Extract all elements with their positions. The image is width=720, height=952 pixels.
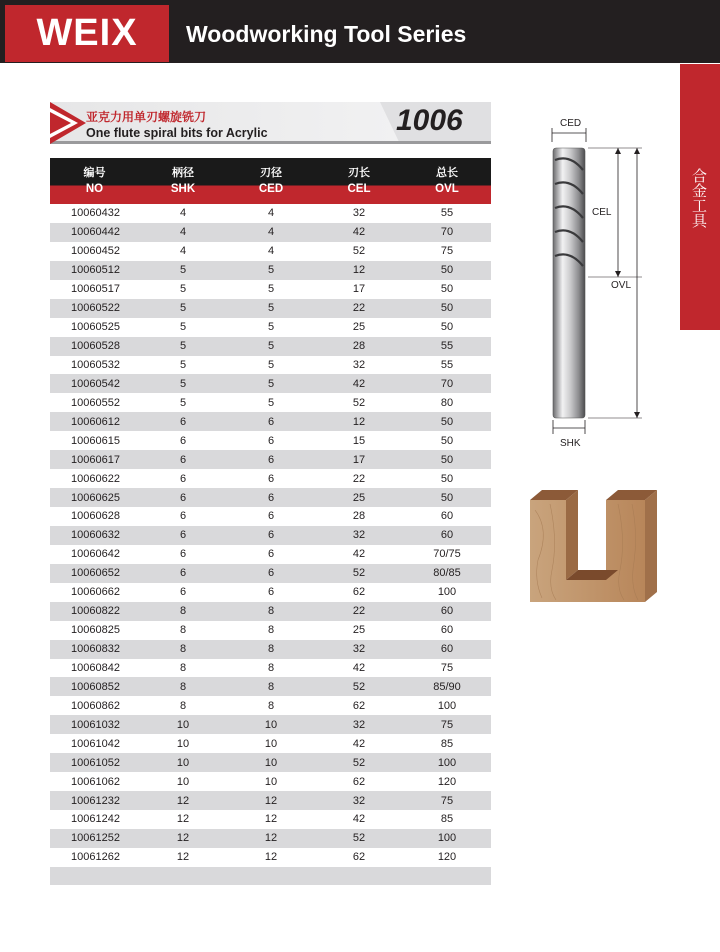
ced-cell: 5 (227, 393, 315, 412)
no-cell: 10060832 (50, 640, 139, 659)
ced-cell: 8 (227, 659, 315, 678)
ovl-cell: 80 (403, 393, 491, 412)
cel-cell: 25 (315, 318, 403, 337)
ced-cell: 6 (227, 507, 315, 526)
no-cell: 10060628 (50, 507, 139, 526)
cel-cell: 28 (315, 337, 403, 356)
shk-cell: 6 (139, 526, 227, 545)
no-cell: 10060662 (50, 583, 139, 602)
cel-cell: 12 (315, 261, 403, 280)
shk-cell: 6 (139, 412, 227, 431)
no-cell: 10060652 (50, 564, 139, 583)
ced-cell: 8 (227, 696, 315, 715)
no-cell: 10060625 (50, 488, 139, 507)
header-ovl: 总长 OVL (403, 158, 491, 204)
table-row (50, 545, 491, 564)
no-cell: 10060542 (50, 374, 139, 393)
table-row (50, 734, 491, 753)
no-cell: 10060522 (50, 299, 139, 318)
header-bar (0, 0, 720, 63)
ovl-cell: 70 (403, 223, 491, 242)
ced-cell: 6 (227, 583, 315, 602)
table-row (50, 318, 491, 337)
header-no: 编号 NO (50, 158, 139, 204)
cel-cell: 42 (315, 545, 403, 564)
table-row (50, 431, 491, 450)
table-row (50, 715, 491, 734)
ovl-cell: 80/85 (403, 564, 491, 583)
ced-cell: 6 (227, 564, 315, 583)
cel-cell: 32 (315, 640, 403, 659)
shk-cell: 5 (139, 299, 227, 318)
cel-cell: 22 (315, 469, 403, 488)
cel-cell: 32 (315, 204, 403, 223)
product-name-cn: 亚克力用单刃螺旋铣刀 (86, 110, 207, 124)
shk-cell: 8 (139, 602, 227, 621)
shk-cell: 4 (139, 223, 227, 242)
ced-cell: 4 (227, 242, 315, 261)
ced-cell: 10 (227, 734, 315, 753)
shk-cell: 8 (139, 696, 227, 715)
ovl-cell: 60 (403, 640, 491, 659)
header-ced: 刃径 CED (227, 158, 315, 204)
shk-cell: 8 (139, 621, 227, 640)
cel-cell: 22 (315, 299, 403, 318)
table-row (50, 356, 491, 375)
cel-cell: 52 (315, 753, 403, 772)
ced-cell: 12 (227, 791, 315, 810)
table-row (50, 640, 491, 659)
table-row (50, 526, 491, 545)
table-row (50, 204, 491, 223)
ced-cell: 6 (227, 526, 315, 545)
ovl-cell: 60 (403, 507, 491, 526)
table-row (50, 507, 491, 526)
brand-logo-box (5, 5, 169, 62)
shk-cell: 5 (139, 356, 227, 375)
ovl-cell: 70 (403, 374, 491, 393)
shk-cell: 6 (139, 564, 227, 583)
ovl-cell: 60 (403, 602, 491, 621)
table-row (50, 791, 491, 810)
shk-cell: 5 (139, 280, 227, 299)
shk-cell: 5 (139, 393, 227, 412)
ovl-cell: 75 (403, 715, 491, 734)
ced-cell: 6 (227, 469, 315, 488)
label-shk: SHK (560, 438, 581, 449)
empty-cell (139, 867, 227, 885)
cel-cell: 42 (315, 810, 403, 829)
shk-cell: 6 (139, 450, 227, 469)
shk-cell: 6 (139, 469, 227, 488)
ced-cell: 10 (227, 715, 315, 734)
empty-cell (50, 867, 139, 885)
table-row (50, 393, 491, 412)
ced-cell: 10 (227, 753, 315, 772)
table-row (50, 280, 491, 299)
cel-cell: 32 (315, 356, 403, 375)
no-cell: 10061042 (50, 734, 139, 753)
no-cell: 10060825 (50, 621, 139, 640)
table-row (50, 469, 491, 488)
product-name-en: One flute spiral bits for Acrylic (86, 126, 268, 140)
cel-cell: 52 (315, 393, 403, 412)
cel-cell: 62 (315, 696, 403, 715)
ced-cell: 4 (227, 204, 315, 223)
no-cell: 10061062 (50, 772, 139, 791)
no-cell: 10060642 (50, 545, 139, 564)
cel-cell: 52 (315, 242, 403, 261)
no-cell: 10060632 (50, 526, 139, 545)
label-ced: CED (560, 118, 582, 129)
shk-cell: 8 (139, 659, 227, 678)
cel-cell: 42 (315, 659, 403, 678)
ced-cell: 8 (227, 621, 315, 640)
cel-cell: 52 (315, 829, 403, 848)
no-cell: 10061252 (50, 829, 139, 848)
cel-cell: 22 (315, 602, 403, 621)
no-cell: 10060442 (50, 223, 139, 242)
ovl-cell: 50 (403, 488, 491, 507)
ovl-cell: 50 (403, 299, 491, 318)
cel-cell: 25 (315, 621, 403, 640)
ced-cell: 6 (227, 431, 315, 450)
no-cell: 10060432 (50, 204, 139, 223)
shk-cell: 10 (139, 772, 227, 791)
header-shk: 柄径 SHK (139, 158, 227, 204)
empty-cell (315, 867, 403, 885)
shk-cell: 6 (139, 507, 227, 526)
table-footer-row (50, 867, 491, 885)
ced-cell: 5 (227, 299, 315, 318)
ced-cell: 6 (227, 488, 315, 507)
no-cell: 10061262 (50, 848, 139, 867)
shk-cell: 5 (139, 374, 227, 393)
cel-cell: 52 (315, 677, 403, 696)
ovl-cell: 75 (403, 242, 491, 261)
no-cell: 10060532 (50, 356, 139, 375)
no-cell: 10060862 (50, 696, 139, 715)
ovl-cell: 50 (403, 450, 491, 469)
ced-cell: 8 (227, 640, 315, 659)
cel-cell: 32 (315, 715, 403, 734)
table-row (50, 659, 491, 678)
shk-cell: 12 (139, 810, 227, 829)
no-cell: 10060528 (50, 337, 139, 356)
no-cell: 10060842 (50, 659, 139, 678)
no-cell: 10060612 (50, 412, 139, 431)
cel-cell: 32 (315, 526, 403, 545)
ovl-cell: 100 (403, 753, 491, 772)
ced-cell: 12 (227, 848, 315, 867)
spec-table (50, 158, 491, 885)
no-cell: 10061032 (50, 715, 139, 734)
ovl-cell: 85 (403, 734, 491, 753)
shk-cell: 12 (139, 791, 227, 810)
cel-cell: 42 (315, 223, 403, 242)
ovl-cell: 50 (403, 431, 491, 450)
label-ovl: OVL (611, 280, 632, 291)
ced-cell: 10 (227, 772, 315, 791)
table-row (50, 374, 491, 393)
ced-cell: 5 (227, 374, 315, 393)
ovl-cell: 55 (403, 337, 491, 356)
router-bit-diagram (520, 112, 670, 457)
ced-cell: 6 (227, 450, 315, 469)
shk-cell: 12 (139, 848, 227, 867)
table-row (50, 450, 491, 469)
ovl-cell: 60 (403, 621, 491, 640)
table-row (50, 602, 491, 621)
table-header-row (50, 158, 491, 204)
ced-cell: 5 (227, 280, 315, 299)
shk-cell: 12 (139, 829, 227, 848)
cel-cell: 12 (315, 412, 403, 431)
cel-cell: 17 (315, 280, 403, 299)
ovl-cell: 60 (403, 526, 491, 545)
ced-cell: 4 (227, 223, 315, 242)
ovl-cell: 50 (403, 280, 491, 299)
ced-cell: 5 (227, 318, 315, 337)
no-cell: 10060615 (50, 431, 139, 450)
table-row (50, 621, 491, 640)
ced-cell: 6 (227, 412, 315, 431)
shk-cell: 4 (139, 204, 227, 223)
no-cell: 10060852 (50, 677, 139, 696)
no-cell: 10060822 (50, 602, 139, 621)
label-cel: CEL (592, 207, 612, 218)
ced-cell: 6 (227, 545, 315, 564)
ovl-cell: 100 (403, 583, 491, 602)
shk-cell: 10 (139, 753, 227, 772)
ovl-cell: 85 (403, 810, 491, 829)
table-row (50, 677, 491, 696)
series-title: Woodworking Tool Series (186, 21, 467, 47)
cel-cell: 25 (315, 488, 403, 507)
no-cell: 10060512 (50, 261, 139, 280)
wood-groove-illustration (530, 490, 657, 602)
table-row (50, 261, 491, 280)
ovl-cell: 85/90 (403, 677, 491, 696)
ced-cell: 5 (227, 337, 315, 356)
ovl-cell: 100 (403, 696, 491, 715)
ced-cell: 8 (227, 602, 315, 621)
table-row (50, 696, 491, 715)
table-row (50, 583, 491, 602)
ovl-cell: 55 (403, 356, 491, 375)
cel-cell: 42 (315, 374, 403, 393)
table-row (50, 564, 491, 583)
shk-cell: 5 (139, 318, 227, 337)
table-row (50, 299, 491, 318)
no-cell: 10061052 (50, 753, 139, 772)
table-row (50, 829, 491, 848)
ovl-cell: 70/75 (403, 545, 491, 564)
no-cell: 10060525 (50, 318, 139, 337)
shk-cell: 10 (139, 734, 227, 753)
shk-cell: 6 (139, 583, 227, 602)
empty-cell (227, 867, 315, 885)
ovl-cell: 120 (403, 848, 491, 867)
cel-cell: 62 (315, 848, 403, 867)
ced-cell: 5 (227, 261, 315, 280)
header-cel: 刃长 CEL (315, 158, 403, 204)
brand-logo: WEIX (36, 12, 138, 54)
no-cell: 10060617 (50, 450, 139, 469)
ovl-cell: 50 (403, 261, 491, 280)
shk-cell: 8 (139, 640, 227, 659)
no-cell: 10060517 (50, 280, 139, 299)
cel-cell: 42 (315, 734, 403, 753)
table-row (50, 848, 491, 867)
shk-cell: 5 (139, 261, 227, 280)
no-cell: 10060452 (50, 242, 139, 261)
shk-cell: 6 (139, 545, 227, 564)
table-row (50, 412, 491, 431)
table-row (50, 488, 491, 507)
table-row (50, 242, 491, 261)
product-code: 1006 (396, 104, 463, 137)
table-row (50, 223, 491, 242)
cel-cell: 62 (315, 583, 403, 602)
ovl-cell: 75 (403, 659, 491, 678)
ovl-cell: 50 (403, 469, 491, 488)
table-row (50, 772, 491, 791)
ovl-cell: 75 (403, 791, 491, 810)
side-category-label: 合金工具 (690, 168, 708, 228)
cel-cell: 17 (315, 450, 403, 469)
ovl-cell: 50 (403, 412, 491, 431)
empty-cell (403, 867, 491, 885)
ced-cell: 12 (227, 810, 315, 829)
ced-cell: 12 (227, 829, 315, 848)
shk-cell: 8 (139, 677, 227, 696)
ced-cell: 8 (227, 677, 315, 696)
no-cell: 10061242 (50, 810, 139, 829)
shk-cell: 4 (139, 242, 227, 261)
table-row (50, 337, 491, 356)
ovl-cell: 100 (403, 829, 491, 848)
cel-cell: 52 (315, 564, 403, 583)
shk-cell: 6 (139, 431, 227, 450)
table-row (50, 753, 491, 772)
cel-cell: 15 (315, 431, 403, 450)
shk-cell: 10 (139, 715, 227, 734)
table-row (50, 810, 491, 829)
no-cell: 10060622 (50, 469, 139, 488)
no-cell: 10061232 (50, 791, 139, 810)
shk-cell: 6 (139, 488, 227, 507)
ovl-cell: 55 (403, 204, 491, 223)
ced-cell: 5 (227, 356, 315, 375)
no-cell: 10060552 (50, 393, 139, 412)
shk-cell: 5 (139, 337, 227, 356)
cel-cell: 32 (315, 791, 403, 810)
ovl-cell: 120 (403, 772, 491, 791)
cel-cell: 62 (315, 772, 403, 791)
ovl-cell: 50 (403, 318, 491, 337)
cel-cell: 28 (315, 507, 403, 526)
